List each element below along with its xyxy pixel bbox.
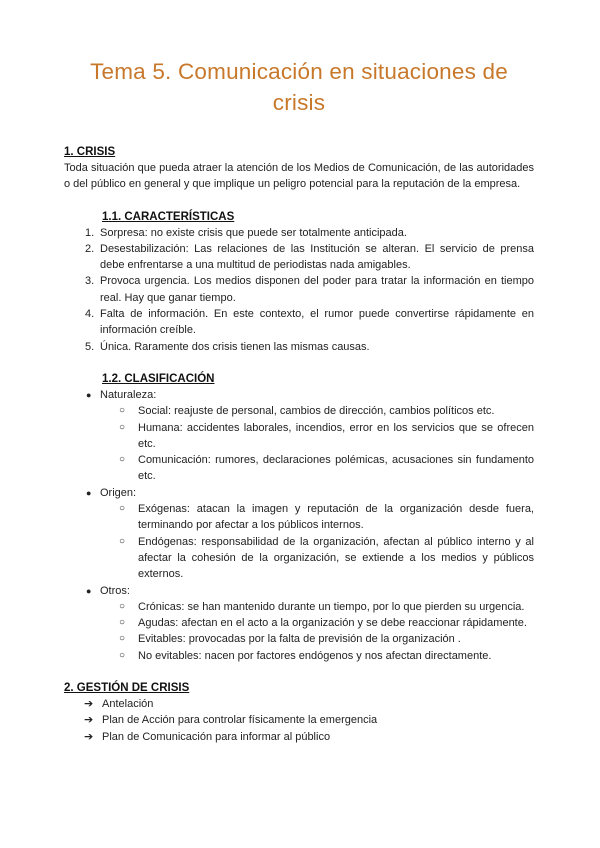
characteristics-list <box>64 225 534 355</box>
classification-heading: 1.2. CLASIFICACIÓN <box>102 372 215 385</box>
circle-bullet-icon: ○ <box>119 405 126 417</box>
page-title: Tema 5. Comunicación en situaciones de crisis <box>90 59 508 115</box>
list-item: 4. Falta de información. En este contexto, el rumor puede convertirse rápidamente en información creíble. <box>85 308 534 337</box>
circle-bullet-icon: ○ <box>119 503 126 515</box>
list-item: ➔ Antelación <box>64 696 534 712</box>
bullet-icon: ● <box>86 487 92 498</box>
list-item: 2. Desestabilización: Las relaciones de las Institución se alteran. El servicio de prensa debe enfrentarse a una multitud de periodistas nada amigables. <box>85 242 534 272</box>
list-item: ○ Endógenas: responsabilidad de la organización, afectan al público interno y al afectar la cohesión de la organización, se extiende a los medios y públicos externos. <box>119 535 534 581</box>
list-item: ○ Comunicación: rumores, declaraciones polémicas, acusaciones sin fundamento etc. <box>119 454 534 483</box>
document-page <box>64 56 534 745</box>
section-1-heading: 1. CRISIS <box>64 146 116 158</box>
circle-bullet-icon: ○ <box>119 649 126 661</box>
bullet-icon: ● <box>86 585 92 596</box>
circle-bullet-icon: ○ <box>119 535 126 547</box>
list-item: ○ Crónicas: se han mantenido durante un tiempo, por lo que pierden su urgencia. <box>100 599 534 615</box>
list-item: ○ Social: reajuste de personal, cambios de dirección, cambios políticos etc. <box>100 403 534 419</box>
list-item: ○ No evitables: nacen por factores endógenos y nos afectan directamente. <box>100 648 534 664</box>
list-item: ➔ Plan de Acción para controlar físicamente la emergencia <box>64 712 534 728</box>
section-2-heading: 2. GESTIÓN DE CRISIS <box>64 682 190 695</box>
list-item: ● Naturaleza: ○ Social: reajuste de personal, cambios de dirección, cambios políticos etc. ○ Humana: accidentes laborales, incendios, error en los servicios que se ofrecen etc. ○ Comunicación: rumores, declaraciones polémicas, acusaciones sin fundamento etc. <box>64 387 534 485</box>
list-item: ➔ Plan de Comunicación para informar al público <box>64 729 534 745</box>
list-item: ○ Agudas: afectan en el acto a la organización y se debe reaccionar rápidamente. <box>100 615 534 631</box>
circle-bullet-icon: ○ <box>119 421 126 433</box>
bullet-icon: ● <box>86 389 92 400</box>
list-item: 5. Única. Raramente dos crisis tienen las mismas causas. <box>85 340 370 353</box>
crisis-management-list <box>64 696 534 745</box>
list-item: ○ Evitables: provocadas por la falta de previsión de la organización . <box>100 631 534 647</box>
list-item: 3. Provoca urgencia. Los medios disponen del poder para tratar la información en tiempo real. Hay que ganar tiempo. <box>85 275 534 304</box>
arrow-right-icon: ➔ <box>84 730 94 743</box>
list-item: 1. Sorpresa: no existe crisis que puede ser totalmente anticipada. <box>85 226 407 239</box>
circle-bullet-icon: ○ <box>119 454 126 466</box>
crisis-definition: Toda situación que pueda atraer la atención de los Medios de Comunicación, de las autoridades o del público en general y que implique un peligro potencial para la reputación de la empresa. <box>64 162 534 191</box>
arrow-right-icon: ➔ <box>84 714 94 727</box>
circle-bullet-icon: ○ <box>119 617 126 629</box>
arrow-right-icon: ➔ <box>84 698 94 711</box>
characteristics-heading: 1.1. CARACTERÍSTICAS <box>102 210 235 223</box>
circle-bullet-icon: ○ <box>119 633 126 645</box>
classification-list <box>64 387 534 664</box>
list-item: ○ Humana: accidentes laborales, incendios, error en los servicios que se ofrecen etc. <box>119 421 534 450</box>
list-item: ○ Exógenas: atacan la imagen y reputación de la organización desde fuera, terminando por afectar a los públicos internos. <box>119 503 534 532</box>
list-item: ● Otros: ○ Crónicas: se han mantenido durante un tiempo, por lo que pierden su urgencia. ○ Agudas: afectan en el acto a la organización y se debe reaccionar rápidamente. ○ Evitables: provocadas por la falta de previsión de la organización . ○ No evitables: nacen por factores endógenos y nos afectan directamente. <box>64 583 534 664</box>
circle-bullet-icon: ○ <box>119 600 126 612</box>
list-item: ● Origen: ○ Exógenas: atacan la imagen y reputación de la organización desde fuera, terminando por afectar a los públicos internos. ○ Endógenas: responsabilidad de la organización, afectan al público interno y al afectar la cohesión de la organización, se extiende a los medios y públicos externos. <box>64 485 534 583</box>
